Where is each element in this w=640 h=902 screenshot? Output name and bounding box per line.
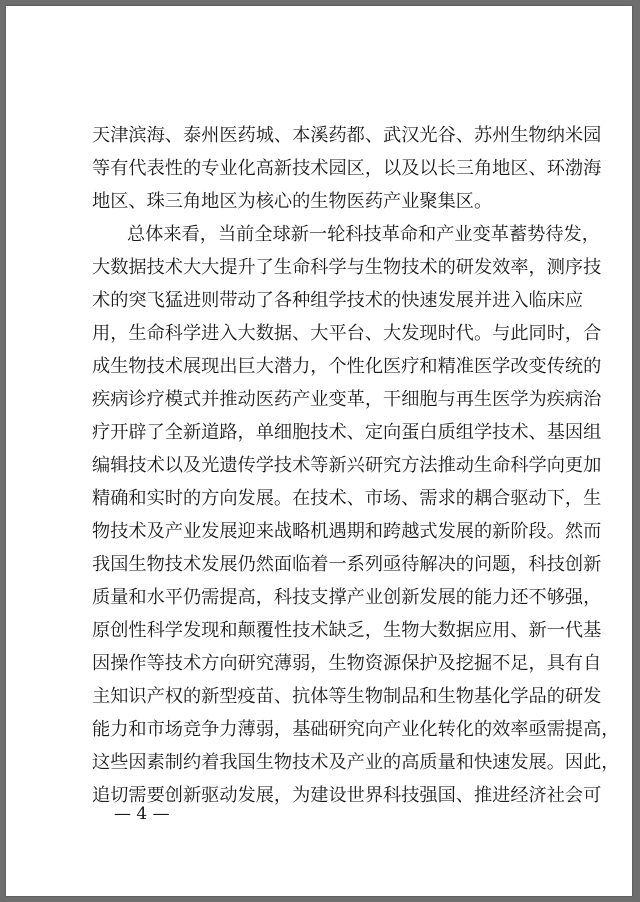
text-line: 天津滨海、泰州医药城、本溪药都、武汉光谷、苏州生物纳米园 [92,125,602,146]
text-line: 疾病诊疗模式并推动医药产业变革，干细胞与再生医学为疾病治 [92,389,602,410]
text-line: 编辑技术以及光遗传学技术等新兴研究方法推动生命科学向更加 [92,455,602,476]
text-line: 等有代表性的专业化高新技术园区，以及以长三角地区、环渤海 [92,158,602,179]
text-line: 这些因素制约着我国生物技术及产业的高质量和快速发展。因此， [92,752,620,773]
text-line: 精确和实时的方向发展。在技术、市场、需求的耦合驱动下，生 [92,488,602,509]
text-line: 大数据技术大大提升了生命科学与生物技术的研发效率，测序技 [92,257,602,278]
text-line: 质量和水平仍需提高，科技支撑产业创新发展的能力还不够强， [92,587,602,608]
text-line: 地区、珠三角地区为核心的生物医药产业聚集区。 [92,191,493,212]
page-number: — 4 — [114,804,170,824]
text-line: 疗开辟了全新道路，单细胞技术、定向蛋白质组学技术、基因组 [92,422,602,443]
text-line: 我国生物技术发展仍然面临着一系列亟待解决的问题，科技创新 [92,554,602,575]
text-line: 主知识产权的新型疫苗、抗体等生物制品和生物基化学品的研发 [92,686,602,707]
text-line: 成生物技术展现出巨大潜力，个性化医疗和精准医学改变传统的 [92,356,602,377]
text-line: 原创性科学发现和颠覆性技术缺乏，生物大数据应用、新一代基 [92,620,602,641]
text-line: 能力和市场竞争力薄弱，基础研究向产业化转化的效率亟需提高， [92,719,620,740]
document-page [6,6,632,896]
text-line: 追切需要创新驱动发展，为建设世界科技强国、推进经济社会可 [92,785,602,806]
text-line: 总体来看，当前全球新一轮科技革命和产业变革蓄势待发， [127,224,600,245]
text-line: 物技术及产业发展迎来战略机遇期和跨越式发展的新阶段。然而 [92,521,602,542]
text-line: 用，生命科学进入大数据、大平台、大发现时代。与此同时，合 [92,323,602,344]
text-line: 术的突飞猛进则带动了各种组学技术的快速发展并进入临床应 [92,290,584,311]
text-line: 因操作等技术方向研究薄弱，生物资源保护及挖掘不足，具有自 [92,653,602,674]
